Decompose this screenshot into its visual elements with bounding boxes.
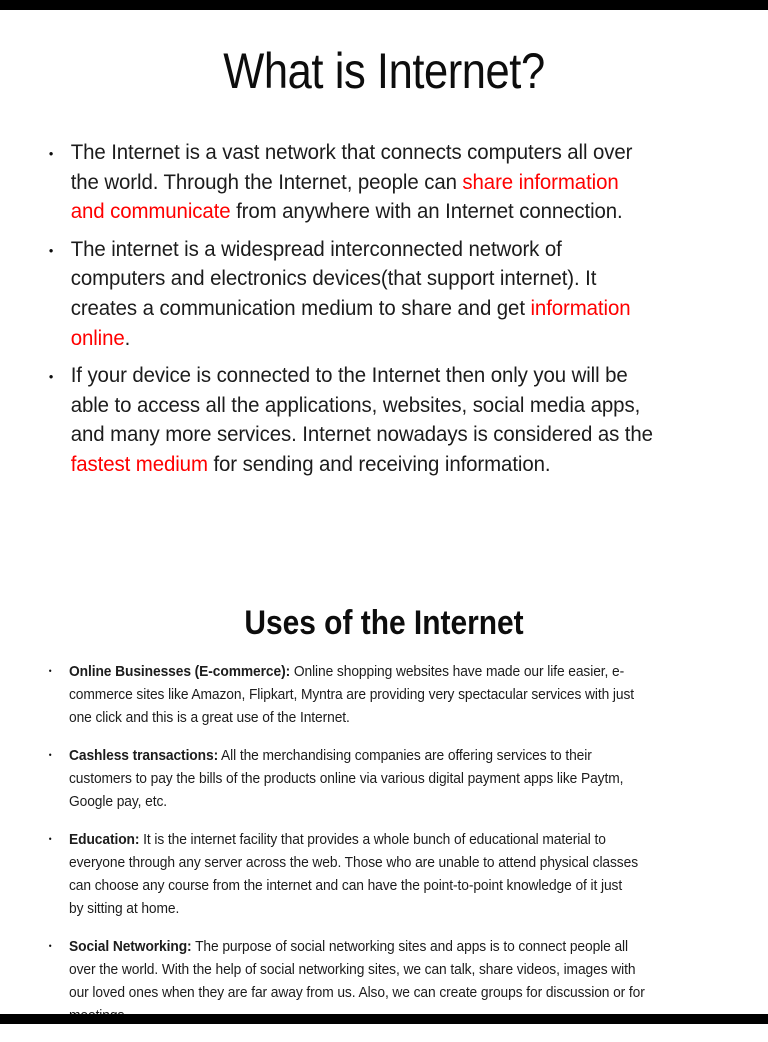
body-text: Online shopping websites have made our life easier, e- [290, 663, 625, 680]
slide2-bullet-list [46, 660, 704, 1042]
text-line [69, 851, 704, 874]
body-text: our loved ones when they are far away from us. Also, we can create groups for discussion or for [69, 984, 645, 1001]
body-text: The Internet is a vast network that connects computers all over [70, 140, 633, 164]
bullet-marker-icon: • [48, 146, 54, 161]
text-line [69, 790, 704, 813]
text-line [71, 264, 711, 294]
text-line [69, 706, 704, 729]
body-text: and many more services. Internet nowadays is considered as the [70, 422, 653, 447]
text-line [71, 138, 711, 168]
body-text: The purpose of social networking sites and apps is to connect people all [191, 938, 629, 955]
body-text: commerce sites like Amazon, Flipkart, Myntra are providing very spectacular services with just [69, 686, 635, 703]
highlight-red-text: and communicate [70, 199, 231, 224]
bullet-marker-icon: • [48, 941, 52, 951]
text-line [71, 450, 711, 480]
letterbox-top-bar [0, 0, 768, 10]
slide2-title: Uses of the Internet [244, 604, 524, 642]
body-text: the world. Through the Internet, people can [70, 169, 463, 194]
text-line [71, 420, 711, 450]
slide1-bullet-list [46, 138, 711, 488]
text-line [71, 324, 711, 354]
text-line [69, 744, 704, 767]
body-text: for sending and receiving information. [207, 451, 551, 476]
body-text: All the merchandising companies are offering services to their [218, 747, 592, 764]
body-text: creates a communication medium to share and get [70, 295, 531, 320]
bullet-marker-icon: • [48, 834, 52, 844]
body-text: If your device is connected to the Internet then only you will be [70, 363, 628, 388]
bullet-item [46, 828, 704, 920]
bullet-item [46, 660, 704, 729]
slide1-title: What is Internet? [223, 43, 545, 99]
body-text: can choose any course from the internet and can have the point-to-point knowledge of it just [69, 877, 623, 894]
text-line [69, 767, 704, 790]
bullet-item [46, 138, 711, 227]
bullet-marker-icon: • [48, 242, 54, 258]
text-line [71, 391, 711, 421]
body-text: customers to pay the bills of the products online via various digital payment apps like Paytm, [69, 770, 624, 787]
bullet-item [46, 361, 711, 479]
bullet-item [46, 744, 704, 813]
body-text: computers and electronics devices(that support internet). It [70, 266, 597, 291]
bullet-lead-bold: Cashless transactions: [69, 747, 219, 764]
text-line [71, 294, 711, 324]
bullet-marker-icon: • [48, 750, 52, 760]
bullet-item [46, 235, 711, 353]
body-text: The internet is a widespread interconnected network of [70, 236, 562, 261]
text-line [69, 958, 704, 981]
text-line [69, 897, 704, 920]
text-line [69, 935, 704, 958]
text-line [69, 683, 704, 706]
bullet-lead-bold: Education: [69, 831, 140, 848]
bullet-marker-icon: • [48, 369, 54, 385]
body-text: one click and this is a great use of the Internet. [69, 709, 350, 726]
letterbox-bottom-bar [0, 1014, 768, 1024]
body-text: Google pay, etc. [69, 793, 168, 810]
text-line [71, 235, 711, 265]
text-line [69, 660, 704, 683]
body-text: . [124, 325, 131, 350]
text-line [71, 168, 711, 198]
text-line [69, 981, 704, 1004]
body-text: by sitting at home. [69, 900, 180, 917]
body-text: from anywhere with an Internet connection. [230, 199, 623, 224]
bullet-lead-bold: Social Networking: [69, 938, 192, 955]
bullet-lead-bold: Online Businesses (E-commerce): [69, 663, 291, 680]
body-text: It is the internet facility that provides a whole bunch of educational material to [139, 831, 606, 848]
highlight-red-text: information [530, 295, 631, 320]
body-text: over the world. With the help of social networking sites, we can talk, share videos, images with [69, 961, 636, 978]
bullet-marker-icon: • [48, 666, 52, 676]
text-line [71, 361, 711, 391]
text-line [69, 828, 704, 851]
highlight-red-text: online [70, 325, 125, 350]
body-text: everyone through any server across the web. Those who are unable to attend physical classes [69, 854, 639, 871]
text-line [69, 874, 704, 897]
highlight-red-text: share information [462, 169, 619, 194]
highlight-red-text: fastest medium [70, 451, 208, 476]
text-line [71, 197, 711, 227]
body-text: able to access all the applications, websites, social media apps, [70, 392, 641, 417]
